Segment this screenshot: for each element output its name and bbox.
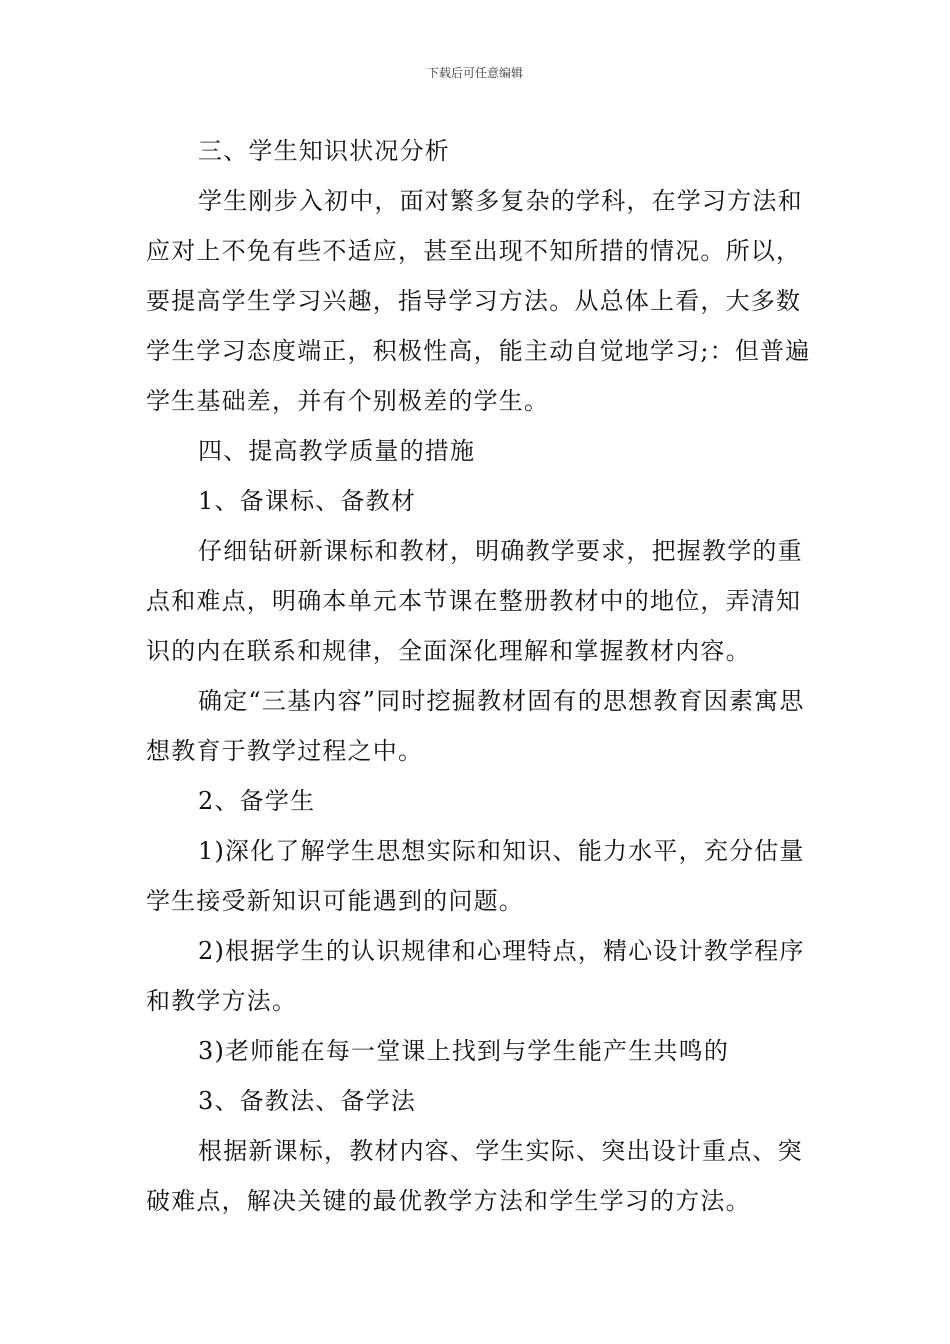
section-heading-3: 三、学生知识状况分析 — [198, 137, 450, 165]
section-heading-4: 四、提高教学质量的措施 — [198, 437, 476, 465]
paragraph-study-curriculum: 仔细钻研新课标和教材，明确教学要求，把握教学的重点和难点，明确本单元本节课在整册教材中的地位，弄清知识的内在联系和规律，全面深化理解和掌握教材内容。 — [146, 537, 803, 665]
document-body — [146, 126, 814, 1226]
list-item-1: 1)深化了解学生思想实际和知识、能力水平，充分估量学生接受新知识可能遇到的问题。 — [146, 837, 805, 915]
paragraph-three-basics: 确定“三基内容”同时挖掘教材固有的思想教育因素寓思想教育于教学过程之中。 — [146, 687, 805, 765]
page-header: 下载后可任意编辑 — [426, 66, 523, 80]
list-item-2: 2)根据学生的认识规律和心理特点，精心设计教学程序和教学方法。 — [146, 937, 805, 1015]
subheading-2: 2、备学生 — [198, 787, 316, 815]
paragraph-student-analysis: 学生刚步入初中，面对繁多复杂的学科，在学习方法和应对上不免有些不适应，甚至出现不知所措的情况。所以，要提高学生学习兴趣，指导学习方法。从总体上看，大多数学生学习态度端正，积极性高，能主动自觉地学习;：但普遍学生基础差，并有个别极差的学生。 — [146, 187, 811, 415]
subheading-1: 1、备课标、备教材 — [198, 487, 417, 515]
subheading-3: 3、备教法、备学法 — [198, 1087, 417, 1115]
paragraph-teaching-methods: 根据新课标，教材内容、学生实际、突出设计重点、突破难点，解决关键的最优教学方法和学生学习的方法。 — [146, 1137, 803, 1215]
list-item-3: 3)老师能在每一堂课上找到与学生能产生共鸣的 — [198, 1037, 730, 1065]
